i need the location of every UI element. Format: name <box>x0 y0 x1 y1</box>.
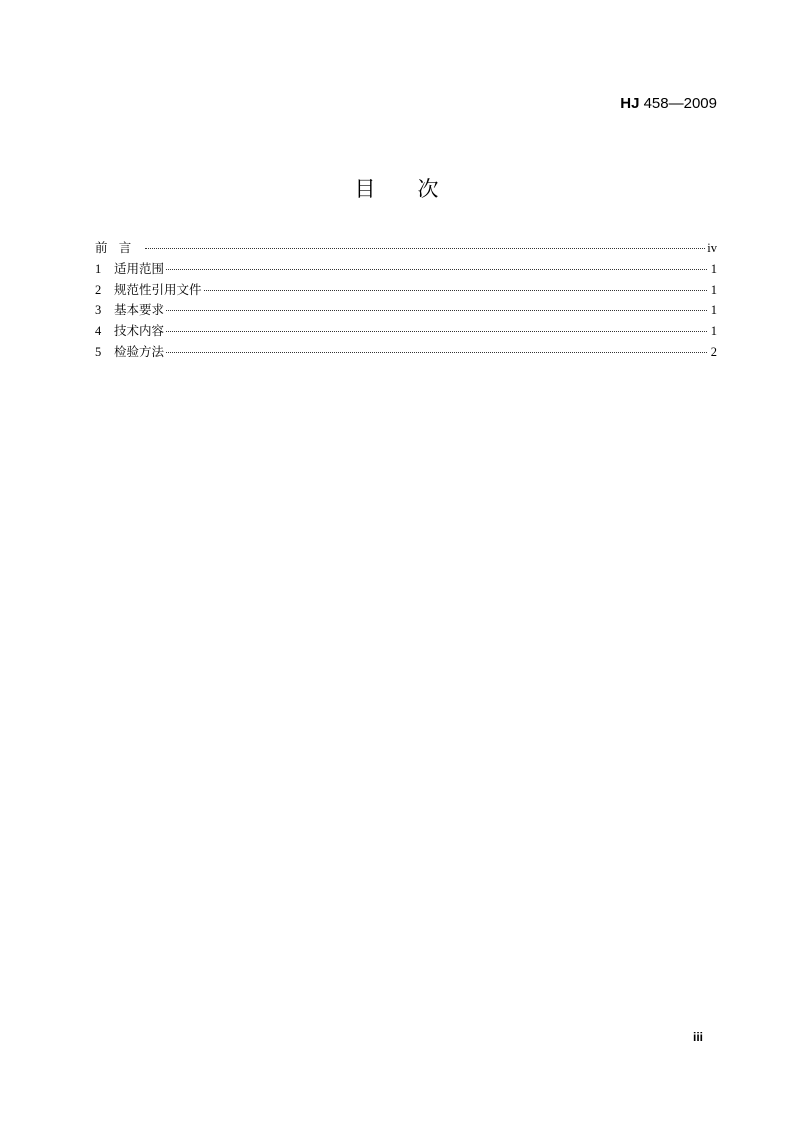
toc-leader-dots <box>166 331 707 332</box>
toc-entry-label: 技术内容 <box>114 323 165 339</box>
page-number: iii <box>692 1030 703 1044</box>
toc-entry-basic-requirements[interactable] <box>95 300 717 321</box>
toc-entry-number: 2 <box>95 282 102 297</box>
toc-title-part1: 目 <box>354 177 376 201</box>
toc-entry-number: 5 <box>95 344 102 359</box>
table-of-contents <box>95 238 717 363</box>
toc-entry-number: 4 <box>95 324 102 339</box>
toc-leader-dots <box>204 290 707 291</box>
toc-entry-label: 适用范围 <box>114 260 165 276</box>
toc-leader-dots <box>166 269 707 270</box>
toc-leader-dots <box>166 352 707 353</box>
toc-entry-number: 3 <box>95 303 102 318</box>
toc-entry-normative-references[interactable] <box>95 280 717 301</box>
toc-entry-page: 1 <box>710 324 717 339</box>
toc-entry-label: 检验方法 <box>114 343 165 359</box>
toc-entry-test-methods[interactable] <box>95 342 717 363</box>
standard-code-number: 458—2009 <box>643 95 717 112</box>
toc-leader-dots <box>166 310 707 311</box>
toc-entry-label: 规范性引用文件 <box>114 281 202 297</box>
toc-entry-foreword[interactable] <box>95 238 717 259</box>
toc-entry-label: 前言 <box>95 240 143 255</box>
toc-entry-number: 1 <box>95 261 102 276</box>
toc-leader-dots <box>145 248 706 249</box>
standard-code <box>620 95 717 112</box>
standard-code-prefix: HJ <box>620 95 640 112</box>
toc-entry-technical-content[interactable] <box>95 321 717 342</box>
toc-entry-page: iv <box>707 241 717 255</box>
toc-entry-label: 基本要求 <box>114 302 165 318</box>
toc-entry-page: 2 <box>710 344 717 359</box>
toc-title-part2: 次 <box>417 177 439 201</box>
toc-entry-scope[interactable] <box>95 259 717 280</box>
toc-entry-page: 1 <box>710 261 717 276</box>
toc-entry-page: 1 <box>710 303 717 318</box>
toc-title <box>0 173 793 203</box>
toc-entry-page: 1 <box>710 282 717 297</box>
